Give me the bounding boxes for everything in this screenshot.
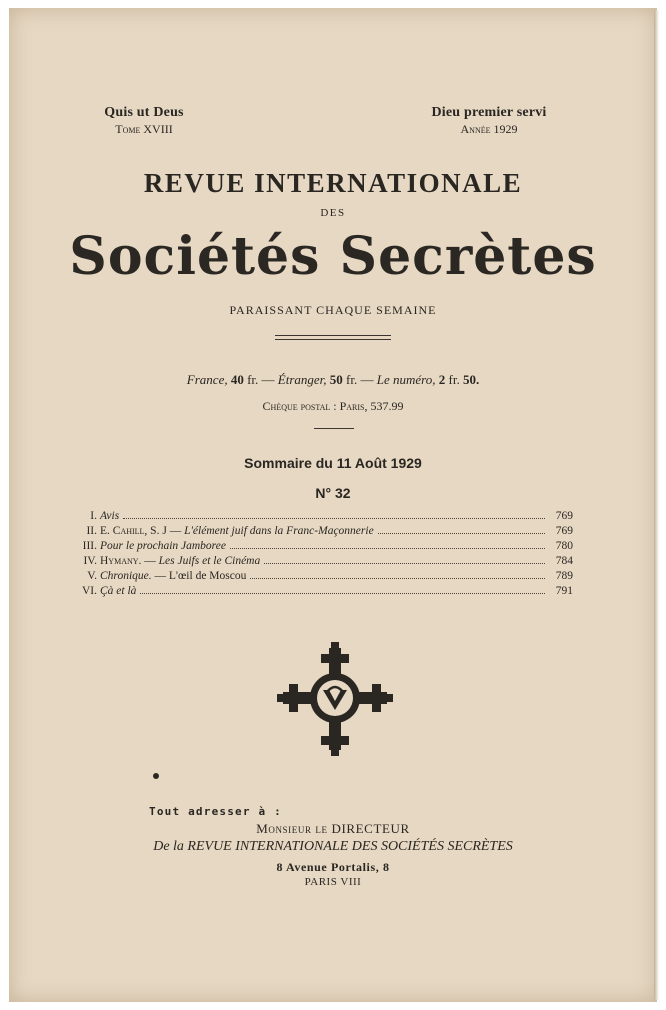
title-main: Sociétés Secrètes xyxy=(69,226,597,287)
price-separator: — xyxy=(360,372,374,387)
journal-cover xyxy=(9,8,657,1002)
toc-number: VI. xyxy=(81,585,97,597)
title-line1: REVUE INTERNATIONALE xyxy=(143,168,523,198)
address-recipient xyxy=(9,821,657,837)
toc-number: I. xyxy=(90,510,97,522)
left-motto: Quis ut Deus xyxy=(104,105,184,120)
toc-page: 769 xyxy=(555,510,573,522)
address-city: PARIS VIII xyxy=(304,876,362,888)
address-directeur: DIRECTEUR xyxy=(331,821,410,836)
toc-entry: Chronique. — L'œil de Moscou xyxy=(100,570,247,582)
toc-row xyxy=(79,584,573,599)
sommaire-heading: Sommaire du 11 Août 1929 xyxy=(244,455,422,471)
address-street: 8 Avenue Portalis, 8 xyxy=(276,860,390,874)
table-of-contents xyxy=(79,509,573,599)
toc-entry xyxy=(100,539,226,554)
subtitle: PARAISSANT CHAQUE SEMAINE xyxy=(229,303,437,317)
cross-emblem-icon xyxy=(277,640,393,758)
toc-page: 784 xyxy=(555,555,573,567)
ink-speck xyxy=(153,773,159,779)
toc-number: II. xyxy=(86,525,97,537)
toc-page: 769 xyxy=(555,525,573,537)
toc-number: III. xyxy=(82,540,97,552)
subscription-prices xyxy=(9,372,657,388)
toc-page: 780 xyxy=(555,540,573,552)
dot-leader xyxy=(264,562,545,564)
numero-value-b: 50. xyxy=(462,372,480,387)
etranger-value: 50 xyxy=(329,372,343,387)
numero-label: Le numéro, xyxy=(376,372,436,387)
toc-title: Pour le prochain Jamboree xyxy=(100,540,226,552)
toc-page: 791 xyxy=(555,585,573,597)
cheque-postal xyxy=(9,399,657,414)
etranger-unit: fr. xyxy=(346,372,358,387)
right-motto: Dieu premier servi xyxy=(431,105,547,120)
toc-entry xyxy=(100,509,119,524)
toc-row xyxy=(79,539,573,554)
numero-value-a: 2 xyxy=(438,372,446,387)
toc-row xyxy=(79,569,573,584)
dot-leader xyxy=(140,592,545,594)
address-lead: Tout adresser à : xyxy=(149,805,282,818)
toc-row xyxy=(79,509,573,524)
issue-number: N° 32 xyxy=(315,485,351,501)
tome-label: Tome XVIII xyxy=(115,122,173,136)
france-value: 40 xyxy=(230,372,244,387)
toc-author: Hymany. xyxy=(100,555,142,567)
toc-number: V. xyxy=(87,570,97,582)
france-unit: fr. xyxy=(247,372,259,387)
toc-title: L'œil de Moscou xyxy=(168,570,247,582)
toc-row xyxy=(79,554,573,569)
numero-unit: fr. xyxy=(448,372,460,387)
toc-author: Chronique. xyxy=(100,570,152,582)
toc-title: L'élément juif dans la Franc-Maçonnerie xyxy=(184,525,374,537)
header-right xyxy=(407,105,571,137)
price-separator: — xyxy=(261,372,275,387)
cheque-value: Paris, 537.99 xyxy=(339,399,404,413)
toc-author: E. Cahill, S. J xyxy=(100,525,167,537)
toc-number: IV. xyxy=(83,555,97,567)
france-label: France, xyxy=(186,372,228,387)
title-line2: DES xyxy=(320,207,346,219)
dot-leader xyxy=(250,577,545,579)
toc-entry: E. Cahill, S. J — L'élément juif dans la Franc-Maçonnerie xyxy=(100,525,374,537)
dot-leader xyxy=(230,547,545,549)
toc-title: Çà et là xyxy=(100,585,137,597)
toc-entry: Hymany. — Les Juifs et le Cinéma xyxy=(100,555,261,567)
single-rule-divider xyxy=(314,428,354,429)
toc-entry xyxy=(100,584,136,599)
toc-title: Les Juifs et le Cinéma xyxy=(158,555,261,567)
annee-label: Année 1929 xyxy=(460,122,518,136)
address-title: Monsieur le xyxy=(256,821,328,836)
header-left xyxy=(74,105,214,137)
address-publication: De la REVUE INTERNATIONALE DES SOCIÉTÉS SECRÈTES xyxy=(153,839,513,854)
toc-row xyxy=(79,524,573,539)
cheque-label: Chèque postal : xyxy=(262,399,337,413)
dot-leader xyxy=(378,532,545,534)
toc-page: 789 xyxy=(555,570,573,582)
double-rule-divider xyxy=(275,335,391,340)
page-edge-shadow xyxy=(654,10,659,1000)
etranger-label: Étranger, xyxy=(277,372,327,387)
dot-leader xyxy=(123,517,545,519)
toc-title: Avis xyxy=(100,510,120,522)
